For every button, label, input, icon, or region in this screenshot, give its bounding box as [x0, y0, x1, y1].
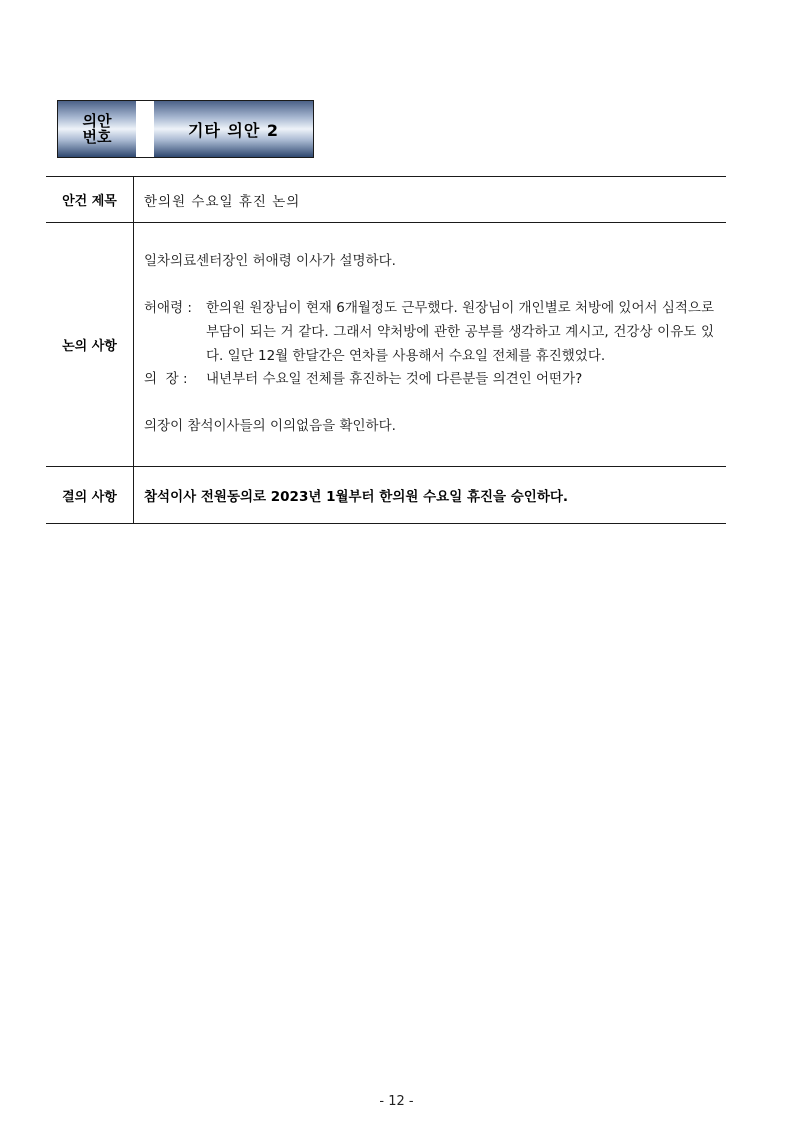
agenda-label-line2: 번호: [82, 128, 112, 146]
discussion-label: 논의 사항: [46, 223, 134, 467]
subject-row: [46, 177, 726, 223]
discussion-row: [46, 223, 726, 467]
speech-text: 내년부터 수요일 전체를 휴진하는 것에 다른분들 의견인 어떤가?: [206, 371, 583, 388]
resolution-row: [46, 467, 726, 524]
discussion-outro: 의장이 참석이사들의 이의없음을 확인하다.: [144, 418, 396, 435]
page-number: - 12 -: [379, 1094, 414, 1109]
agenda-number-box: [57, 100, 314, 158]
speech-speaker: 의 장 :: [144, 371, 192, 388]
subject-label: 안건 제목: [46, 177, 134, 223]
agenda-separator: [136, 101, 154, 157]
agenda-number-label: [58, 101, 136, 157]
agenda-table: [46, 176, 726, 524]
resolution-label: 결의 사항: [46, 467, 134, 524]
discussion-content: [134, 223, 727, 467]
resolution-value: 참석이사 전원동의로 2023년 1월부터 한의원 수요일 휴진을 승인하다.: [144, 489, 569, 505]
agenda-title: 기타 의안 2: [154, 101, 313, 157]
speech-speaker: 허애령 :: [144, 300, 197, 317]
subject-value: 한의원 수요일 휴진 논의: [144, 193, 301, 210]
speech-text: 한의원 원장님이 현재 6개월정도 근무했다. 원장님이 개인별로 처방에 있어서 심적으로 부담이 되는 거 같다. 그래서 약처방에 관한 공부를 생각하고 계시고, 건강상 이유도 있다. 일단 12월 한달간은 연차를 사용해서 수요일 전체를 휴진했었다.: [206, 300, 714, 364]
speech-item: [144, 368, 726, 392]
discussion-intro: 일차의료센터장인 허애령 이사가 설명하다.: [144, 253, 396, 270]
agenda-label-line1: 의안: [82, 112, 112, 130]
speech-item: [144, 297, 726, 368]
